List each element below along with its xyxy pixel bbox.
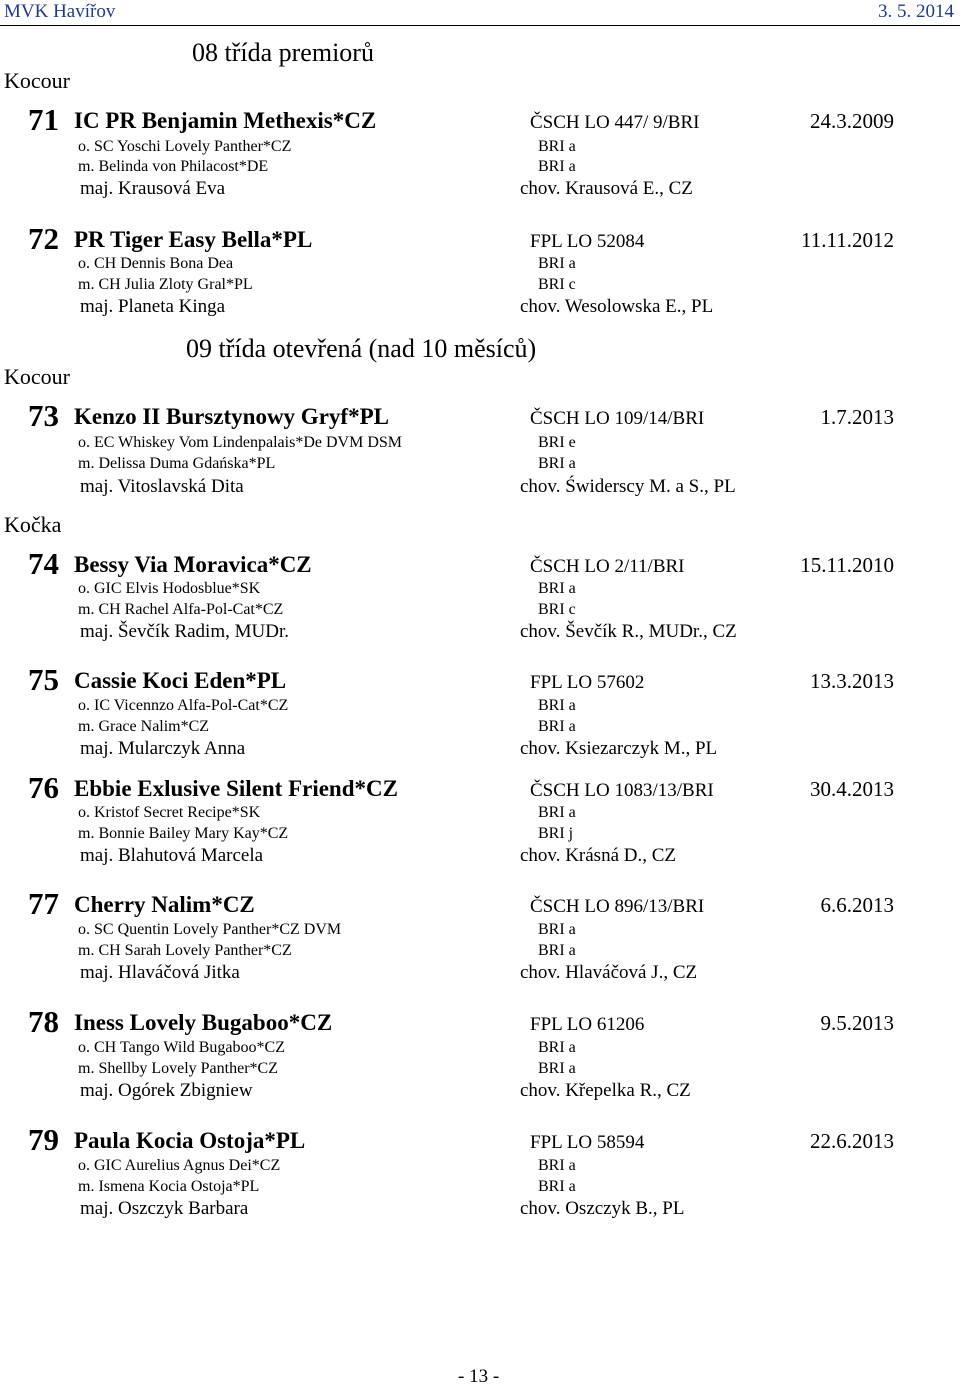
dam: m. CH Sarah Lovely Panther*CZ [78, 942, 292, 959]
dam: m. Shellby Lovely Panther*CZ [78, 1060, 278, 1077]
sire-color: BRI a [538, 921, 576, 938]
entry-registration: ČSCH LO 896/13/BRI [530, 896, 705, 917]
sire: o. SC Yoschi Lovely Panther*CZ [78, 138, 292, 155]
entry-number: 72 [28, 221, 59, 256]
entry-registration: ČSCH LO 109/14/BRI [530, 408, 705, 429]
breeder: chov. Świderscy M. a S., PL [520, 476, 736, 497]
sire-color: BRI a [538, 804, 576, 821]
entry-registration: ČSCH LO 1083/13/BRI [530, 780, 714, 801]
entry-registration: ČSCH LO 2/11/BRI [530, 556, 685, 577]
class-title: 09 třída otevřená (nad 10 měsíců) [186, 334, 537, 363]
dam: m. Bonnie Bailey Mary Kay*CZ [78, 825, 289, 842]
entry-birthdate: 9.5.2013 [820, 1011, 894, 1035]
sire-color: BRI a [538, 138, 576, 155]
owner: maj. Mularczyk Anna [80, 738, 246, 759]
dam: m. Belinda von Philacost*DE [78, 158, 269, 175]
entry-number: 76 [28, 770, 59, 805]
breeder: chov. Ksiezarczyk M., PL [520, 738, 718, 759]
entry-birthdate: 24.3.2009 [810, 109, 894, 133]
breeder: chov. Hlaváčová J., CZ [520, 962, 698, 983]
sire: o. SC Quentin Lovely Panther*CZ DVM [78, 921, 342, 938]
owner: maj. Vitoslavská Dita [80, 476, 244, 497]
entry-name: Paula Kocia Ostoja*PL [74, 1128, 306, 1153]
dam-color: BRI c [538, 276, 576, 293]
dam-color: BRI a [538, 1178, 576, 1195]
sire-color: BRI e [538, 434, 576, 451]
entry-birthdate: 30.4.2013 [810, 777, 894, 801]
entry-birthdate: 22.6.2013 [810, 1129, 894, 1153]
sire-color: BRI a [538, 697, 576, 714]
page-number: - 13 - [458, 1366, 500, 1387]
sire-color: BRI a [538, 255, 576, 272]
dam-color: BRI a [538, 455, 576, 472]
breeder: chov. Krásná D., CZ [520, 845, 677, 866]
owner: maj. Oszczyk Barbara [80, 1198, 249, 1219]
breeder: chov. Krausová E., CZ [520, 178, 693, 199]
sire-color: BRI a [538, 580, 576, 597]
entry-registration: FPL LO 57602 [530, 672, 645, 693]
breeder: chov. Křepelka R., CZ [520, 1080, 691, 1101]
entry-name: Cassie Koci Eden*PL [74, 668, 287, 693]
dam: m. Delissa Duma Gdańska*PL [78, 455, 276, 472]
entry-number: 73 [28, 398, 59, 433]
dam: m. Ismena Kocia Ostoja*PL [78, 1178, 260, 1195]
entry-registration: FPL LO 61206 [530, 1014, 645, 1035]
group-label: Kočka [4, 512, 62, 537]
entry-birthdate: 13.3.2013 [810, 669, 894, 693]
owner: maj. Hlaváčová Jitka [80, 962, 240, 983]
dam-color: BRI a [538, 942, 576, 959]
dam-color: BRI a [538, 1060, 576, 1077]
entry-number: 79 [28, 1122, 59, 1157]
sire: o. GIC Elvis Hodosblue*SK [78, 580, 261, 597]
entry-birthdate: 11.11.2012 [801, 228, 894, 252]
header-left: MVK Havířov [4, 1, 116, 22]
entry-number: 74 [28, 546, 59, 581]
owner: maj. Ševčík Radim, MUDr. [80, 621, 289, 642]
sire: o. Kristof Secret Recipe*SK [78, 804, 261, 821]
entry-name: PR Tiger Easy Bella*PL [74, 227, 313, 252]
entry-registration: FPL LO 52084 [530, 231, 645, 252]
entry-name: Iness Lovely Bugaboo*CZ [74, 1010, 333, 1035]
breeder: chov. Ševčík R., MUDr., CZ [520, 621, 737, 642]
dam: m. CH Julia Zloty Gral*PL [78, 276, 253, 293]
entry-name: Bessy Via Moravica*CZ [74, 552, 312, 577]
breeder: chov. Wesolowska E., PL [520, 296, 714, 317]
entry-name: IC PR Benjamin Methexis*CZ [74, 108, 377, 133]
entry-number: 78 [28, 1004, 59, 1039]
owner: maj. Blahutová Marcela [80, 845, 264, 866]
entry-number: 71 [28, 102, 59, 137]
entry-birthdate: 6.6.2013 [820, 893, 894, 917]
dam: m. Grace Nalim*CZ [78, 718, 210, 735]
dam-color: BRI a [538, 718, 576, 735]
sire: o. GIC Aurelius Agnus Dei*CZ [78, 1157, 281, 1174]
dam: m. CH Rachel Alfa-Pol-Cat*CZ [78, 601, 284, 618]
owner: maj. Ogórek Zbigniew [80, 1080, 253, 1101]
header-date: 3. 5. 2014 [878, 1, 954, 22]
group-label: Kocour [4, 364, 70, 389]
breeder: chov. Oszczyk B., PL [520, 1198, 685, 1219]
entry-registration: FPL LO 58594 [530, 1132, 645, 1153]
owner: maj. Krausová Eva [80, 178, 226, 199]
dam-color: BRI j [538, 825, 574, 842]
header-rule [0, 25, 960, 26]
entry-name: Cherry Nalim*CZ [74, 892, 255, 917]
sire: o. EC Whiskey Vom Lindenpalais*De DVM DSM [78, 434, 402, 451]
owner: maj. Planeta Kinga [80, 296, 226, 317]
dam-color: BRI a [538, 158, 576, 175]
entry-birthdate: 15.11.2010 [800, 553, 894, 577]
entry-birthdate: 1.7.2013 [820, 405, 894, 429]
group-label: Kocour [4, 68, 70, 93]
sire: o. CH Tango Wild Bugaboo*CZ [78, 1039, 285, 1056]
sire-color: BRI a [538, 1039, 576, 1056]
sire-color: BRI a [538, 1157, 576, 1174]
entry-name: Kenzo II Bursztynowy Gryf*PL [74, 404, 389, 429]
entry-registration: ČSCH LO 447/ 9/BRI [530, 112, 700, 133]
entry-name: Ebbie Exlusive Silent Friend*CZ [74, 776, 398, 801]
sire: o. IC Vicennzo Alfa-Pol-Cat*CZ [78, 697, 289, 714]
sire: o. CH Dennis Bona Dea [78, 255, 234, 272]
dam-color: BRI c [538, 601, 576, 618]
class-title: 08 třída premiorů [192, 38, 374, 67]
entry-number: 77 [28, 886, 59, 921]
entry-number: 75 [28, 662, 59, 697]
